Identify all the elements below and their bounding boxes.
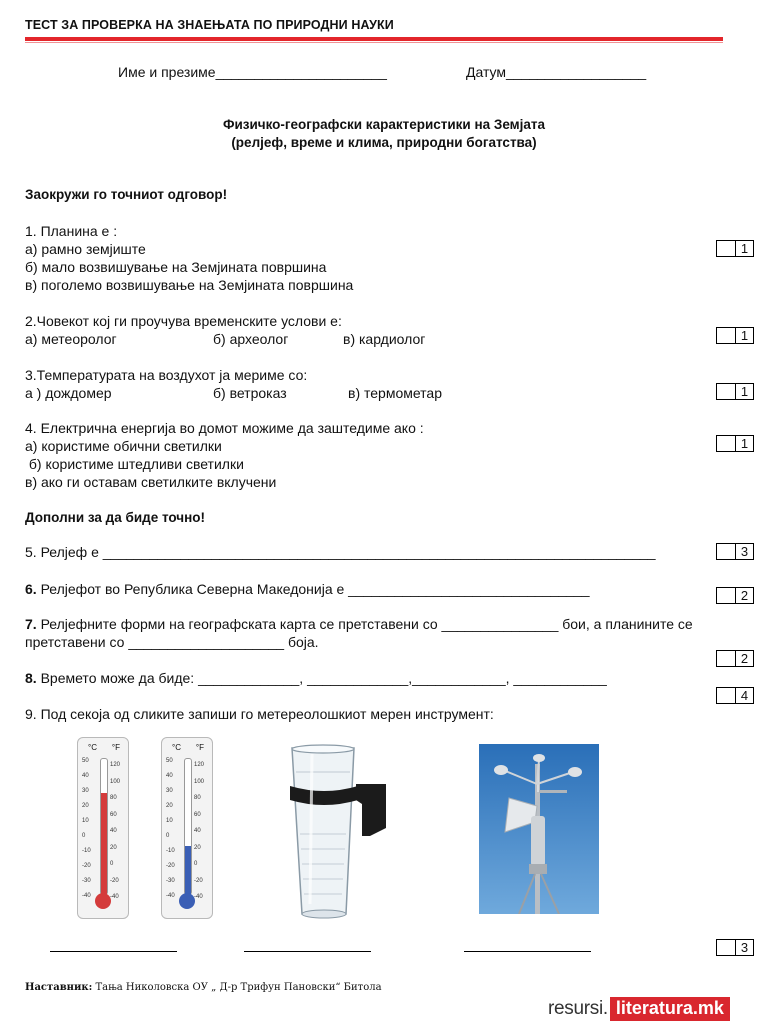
fahrenheit-tick-label: 60 bbox=[194, 811, 201, 818]
q8-text: Времето може да биде: _____________, _____________,____________, ____________ bbox=[36, 670, 607, 686]
thermometer-bulb bbox=[95, 893, 111, 909]
q7-text-line2[interactable]: претставени со ____________________ боја. bbox=[25, 634, 319, 650]
q3-score-box bbox=[716, 383, 754, 400]
header-rule bbox=[25, 37, 723, 41]
q6-number: 6. bbox=[25, 581, 37, 597]
section1-heading: Заокружи го точниот одговор! bbox=[25, 187, 228, 202]
q7-points: 2 bbox=[740, 651, 749, 666]
q6-points: 2 bbox=[740, 588, 749, 603]
name-field[interactable]: Име и презиме______________________ bbox=[118, 64, 387, 80]
section2-heading: Дополни за да биде точно! bbox=[25, 510, 206, 525]
doc-title-line2: (релјеф, време и клима, природни богатства) bbox=[231, 135, 537, 150]
logo-text-left: resursi. bbox=[548, 998, 608, 1019]
q5-score-box bbox=[716, 543, 754, 560]
q6-line[interactable] bbox=[25, 580, 590, 598]
q1-score-box bbox=[716, 240, 754, 257]
fahrenheit-tick-label: -20 bbox=[110, 877, 119, 884]
fahrenheit-tick-label: 100 bbox=[110, 778, 121, 785]
date-field[interactable]: Датум__________________ bbox=[466, 64, 647, 80]
fahrenheit-tick-label: 80 bbox=[110, 795, 117, 801]
thermometer-units bbox=[172, 743, 204, 752]
celsius-tick-label: -10 bbox=[166, 848, 175, 854]
celsius-tick-label: -20 bbox=[82, 863, 91, 869]
fahrenheit-tick-label: 0 bbox=[110, 861, 114, 867]
q9-score-box bbox=[716, 939, 754, 956]
q7-text-line1: Релјефните форми на географската карта се претставени со _______________ бои, а планините се bbox=[36, 616, 693, 632]
q5-points: 3 bbox=[740, 544, 749, 559]
thermometer-blue-image bbox=[161, 737, 213, 919]
q8-points: 4 bbox=[740, 688, 749, 703]
celsius-tick-label: 40 bbox=[82, 773, 89, 779]
celsius-tick-label: -40 bbox=[166, 893, 175, 899]
q2-option-a[interactable]: а) метеоролог bbox=[25, 331, 117, 347]
celsius-tick-label: 0 bbox=[82, 833, 86, 839]
fahrenheit-tick-label: 20 bbox=[110, 844, 117, 851]
unit-fahrenheit: °F bbox=[195, 743, 204, 752]
fahrenheit-tick-label: 0 bbox=[194, 861, 198, 867]
fahrenheit-tick-label: 20 bbox=[194, 844, 201, 851]
header-rule-thin bbox=[25, 42, 723, 43]
q2-score-box bbox=[716, 327, 754, 344]
fahrenheit-tick-label: 40 bbox=[194, 828, 201, 834]
answer-line-3[interactable] bbox=[464, 951, 591, 952]
celsius-tick-label: 10 bbox=[166, 818, 173, 824]
fahrenheit-tick-label: 80 bbox=[194, 795, 201, 801]
celsius-tick-label: 50 bbox=[166, 758, 173, 764]
fahrenheit-tick-label: -40 bbox=[110, 894, 119, 900]
teacher-text: Тања Николовска ОУ „ Д-р Трифун Пановски“ Битола bbox=[92, 982, 382, 993]
q2-stem: 2.Човекот кој ги проучува временските услови е: bbox=[25, 313, 342, 329]
rain-gauge-image bbox=[282, 744, 394, 922]
celsius-tick-label: 30 bbox=[82, 788, 89, 794]
q4-option-a[interactable]: а) користиме обични светилки bbox=[25, 438, 222, 454]
q4-option-c[interactable]: в) ако ги оставам светилките вклучени bbox=[25, 474, 277, 490]
fahrenheit-tick-label: 40 bbox=[110, 828, 117, 834]
q8-number: 8. bbox=[25, 670, 37, 686]
thermometer-red-image bbox=[77, 737, 129, 919]
unit-fahrenheit: °F bbox=[111, 743, 120, 752]
q2-option-b[interactable]: б) археолог bbox=[213, 331, 289, 347]
fahrenheit-tick-label: 100 bbox=[194, 778, 205, 785]
logo-text-right: literatura.mk bbox=[610, 997, 730, 1021]
q1-option-c[interactable]: в) поголемо возвишување на Земјината површина bbox=[25, 277, 354, 293]
q4-score-box bbox=[716, 435, 754, 452]
q7-line1[interactable] bbox=[25, 615, 693, 633]
q8-score-box bbox=[716, 687, 754, 704]
q4-option-b[interactable]: б) користиме штедливи светилки bbox=[25, 456, 244, 472]
celsius-tick-label: 10 bbox=[82, 818, 89, 824]
thermometer-units bbox=[88, 743, 120, 752]
fahrenheit-tick-label: 120 bbox=[110, 762, 121, 768]
anemometer-image bbox=[479, 744, 599, 914]
unit-celsius: °C bbox=[172, 743, 181, 752]
q9-points: 3 bbox=[740, 940, 749, 955]
answer-line-2[interactable] bbox=[244, 951, 371, 952]
q6-score-box bbox=[716, 587, 754, 604]
q7-number: 7. bbox=[25, 616, 37, 632]
celsius-tick-label: -10 bbox=[82, 848, 91, 854]
unit-celsius: °C bbox=[88, 743, 97, 752]
q5-text[interactable]: 5. Релјеф е _______________________________________________________________________ bbox=[25, 544, 656, 560]
q1-points: 1 bbox=[740, 241, 749, 256]
q6-text: Релјефот во Република Северна Македонија е _______________________________ bbox=[36, 581, 590, 597]
thermometer-fill bbox=[101, 793, 107, 895]
fahrenheit-tick-label: -40 bbox=[194, 894, 203, 900]
q3-option-a[interactable]: а ) дождомер bbox=[25, 385, 112, 401]
teacher-label: Наставник: bbox=[25, 982, 93, 993]
resursi-literatura-logo bbox=[548, 996, 730, 1022]
header-title: ТЕСТ ЗА ПРОВЕРКА НА ЗНАЕЊАТА ПО ПРИРОДНИ НАУКИ bbox=[25, 18, 394, 32]
thermometer-fill bbox=[185, 846, 191, 895]
q4-stem: 4. Електрична енергија во домот можиме да заштедиме ако : bbox=[25, 420, 424, 436]
celsius-tick-label: 0 bbox=[166, 833, 170, 839]
celsius-tick-label: 30 bbox=[166, 788, 173, 794]
footer-teacher bbox=[25, 982, 382, 993]
q3-option-c[interactable]: в) термометар bbox=[348, 385, 443, 401]
celsius-tick-label: -30 bbox=[166, 878, 175, 884]
q8-line[interactable] bbox=[25, 669, 607, 687]
q2-points: 1 bbox=[740, 328, 749, 343]
thermometer-bulb bbox=[179, 893, 195, 909]
celsius-tick-label: 20 bbox=[82, 803, 89, 809]
fahrenheit-tick-label: 60 bbox=[110, 811, 117, 818]
celsius-tick-label: 40 bbox=[166, 773, 173, 779]
answer-line-1[interactable] bbox=[50, 951, 177, 952]
celsius-tick-label: -40 bbox=[82, 893, 91, 899]
celsius-tick-label: 50 bbox=[82, 758, 89, 764]
celsius-tick-label: 20 bbox=[166, 803, 173, 809]
q3-option-b[interactable]: б) ветроказ bbox=[213, 385, 287, 401]
q1-option-a[interactable]: а) рамно земјиште bbox=[25, 241, 146, 257]
celsius-tick-label: -20 bbox=[166, 863, 175, 869]
fahrenheit-tick-label: -20 bbox=[194, 877, 203, 884]
q3-stem: 3.Температурата на воздухот ја мериме со: bbox=[25, 367, 308, 383]
celsius-tick-label: -30 bbox=[82, 878, 91, 884]
q2-option-c[interactable]: в) кардиолог bbox=[343, 331, 426, 347]
q9-text: 9. Под секоја од сликите запиши го метереолошкиот мерен инструмент: bbox=[25, 706, 494, 722]
fahrenheit-tick-label: 120 bbox=[194, 762, 205, 768]
q4-points: 1 bbox=[740, 436, 749, 451]
q1-stem: 1. Планина е : bbox=[25, 223, 118, 239]
doc-title-line1: Физичко-географски карактеристики на Земјата bbox=[222, 117, 546, 132]
q3-points: 1 bbox=[740, 384, 749, 399]
q7-score-box bbox=[716, 650, 754, 667]
q1-option-b[interactable]: б) мало возвишување на Земјината површина bbox=[25, 259, 327, 275]
